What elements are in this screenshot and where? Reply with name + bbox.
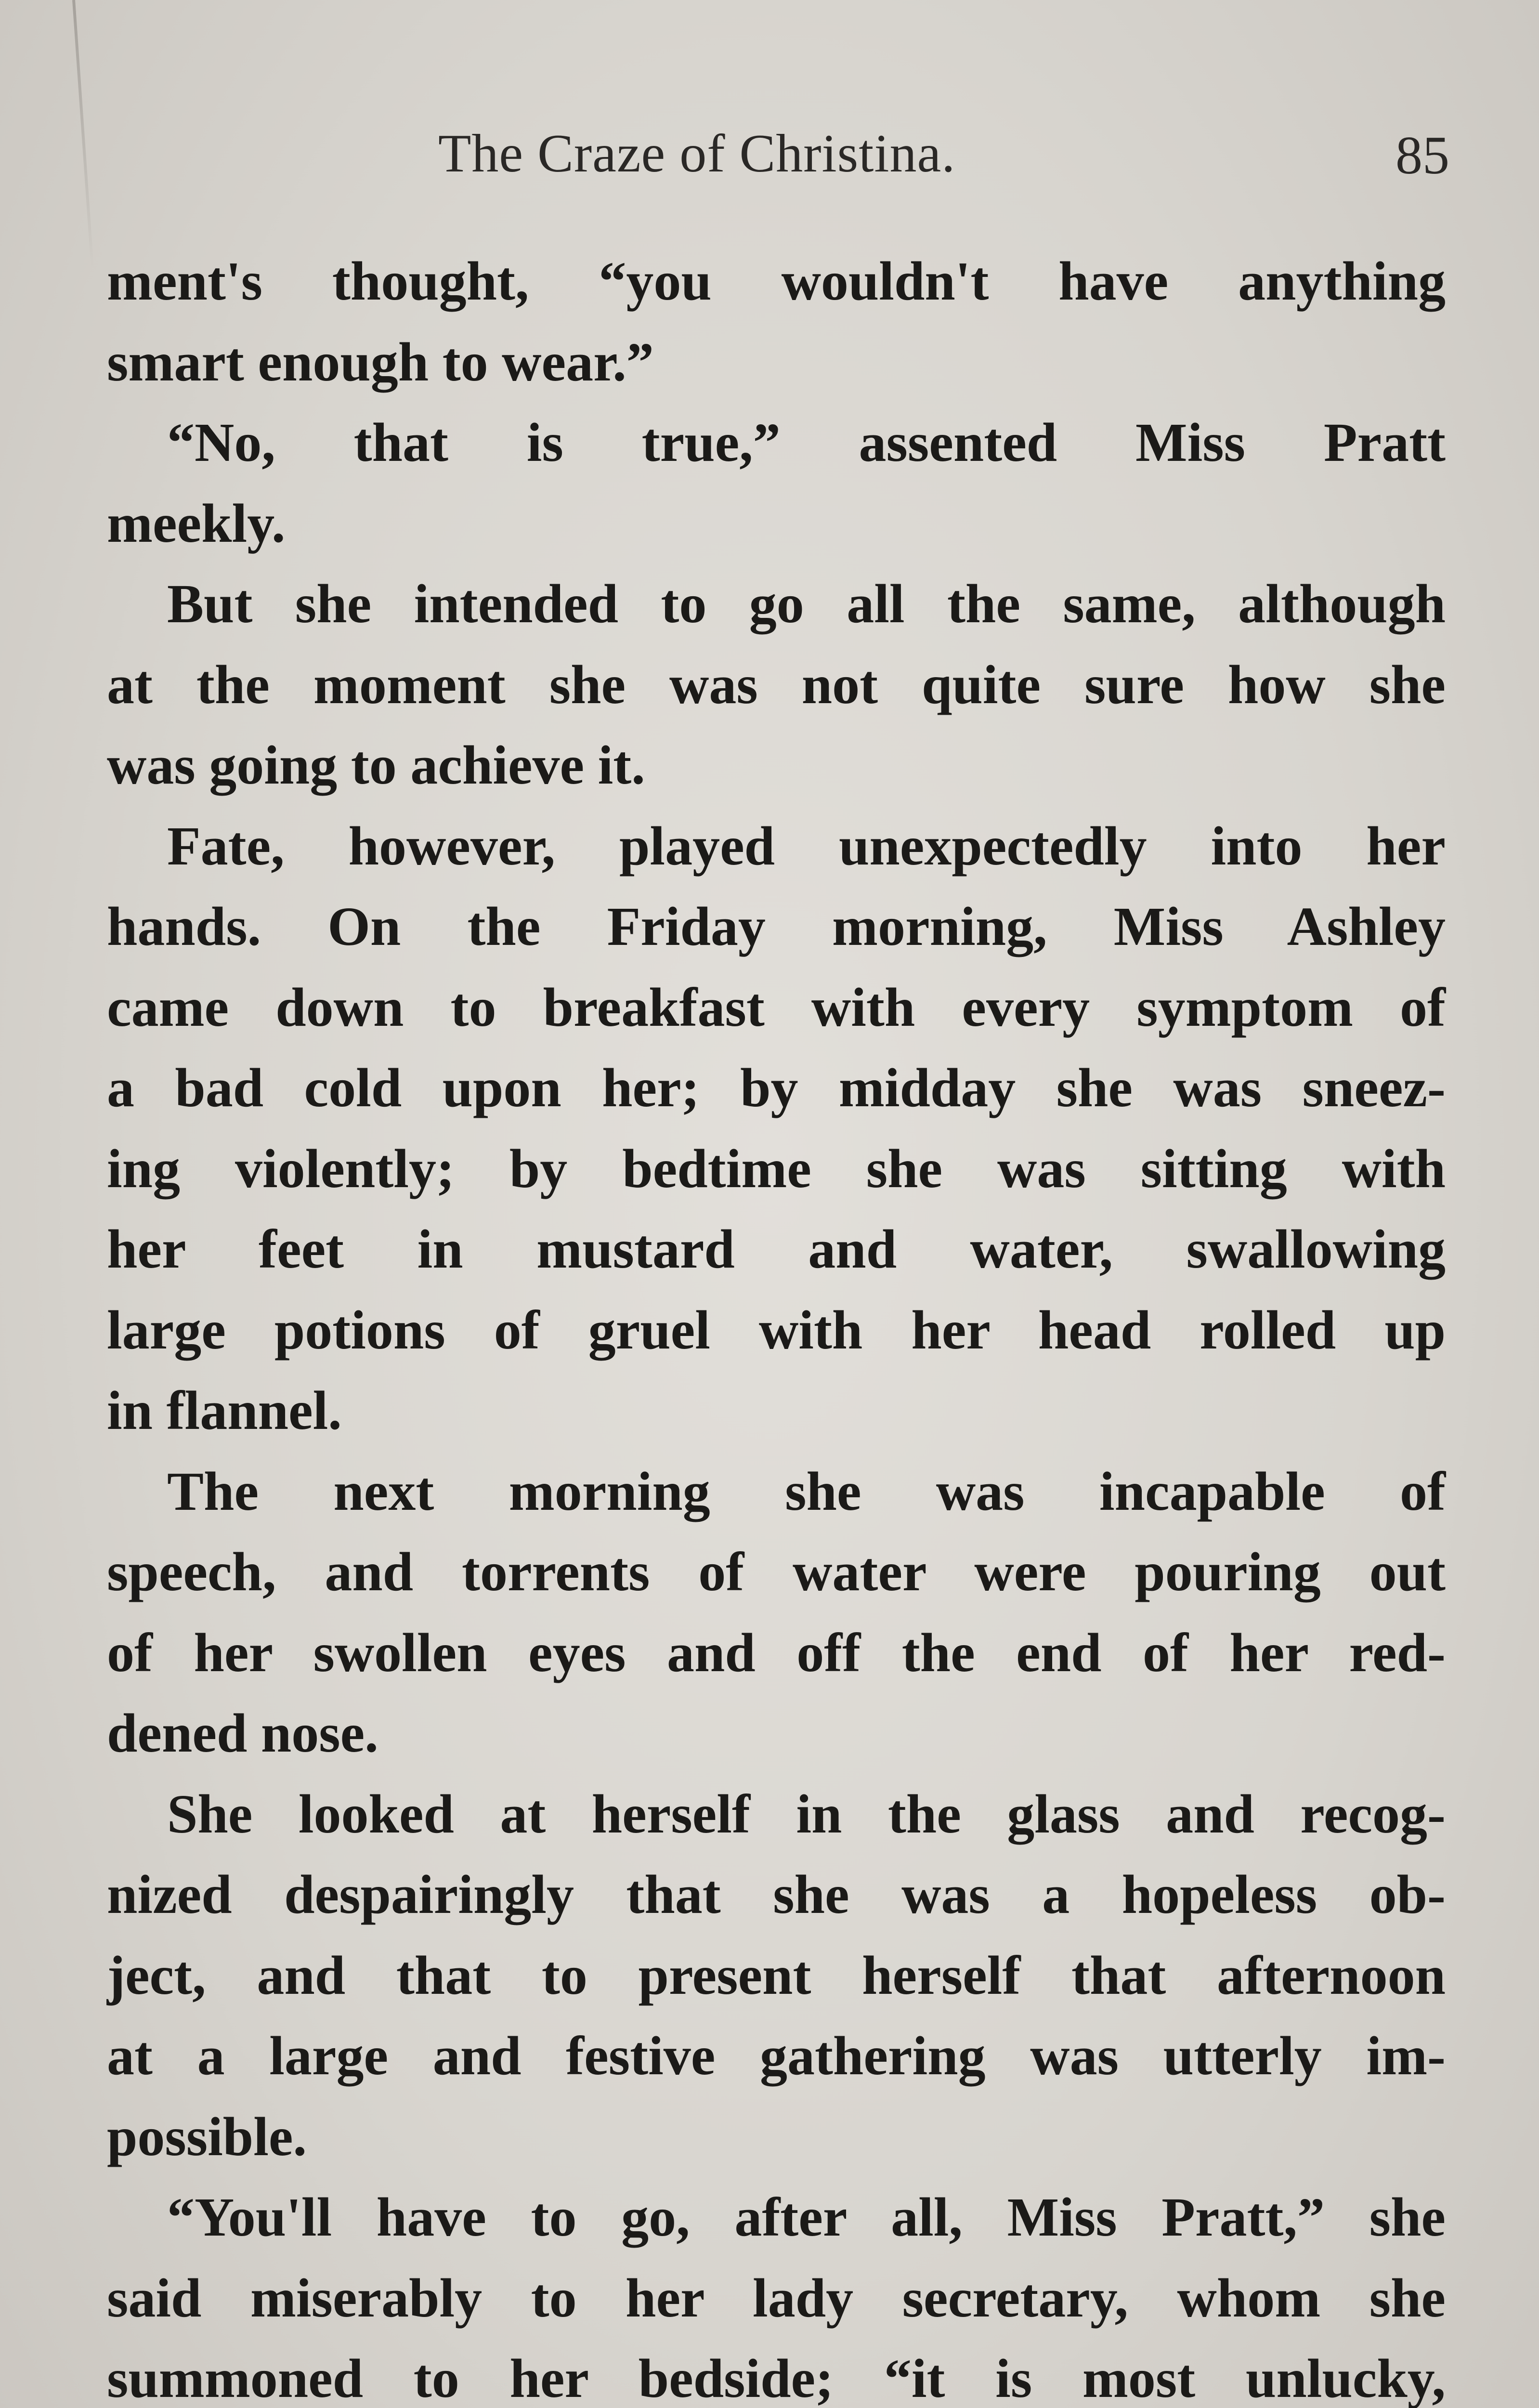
text-line: ject, and that to present herself that afternoon — [107, 1944, 1446, 2006]
text-line: of her swollen eyes and off the end of her red- — [107, 1622, 1446, 1683]
text-line: at a large and festive gathering was utterly im- — [107, 2025, 1446, 2086]
text-line: But she intended to go all the same, although — [167, 573, 1446, 634]
text-line: smart enough to wear.” — [107, 331, 654, 393]
text-line: Fate, however, played unexpectedly into her — [167, 815, 1446, 877]
text-line: was going to achieve it. — [107, 734, 645, 796]
text-line: She looked at herself in the glass and recog- — [167, 1783, 1446, 1845]
text-line: The next morning she was incapable of — [167, 1460, 1446, 1522]
text-line: her feet in mustard and water, swallowing — [107, 1218, 1446, 1280]
text-line: “You'll have to go, after all, Miss Pratt,” she — [167, 2186, 1446, 2248]
text-line: in flannel. — [107, 1380, 342, 1441]
text-line: summoned to her bedside; “it is most unlucky, — [107, 2348, 1446, 2408]
text-line: dened nose. — [107, 1702, 378, 1764]
text-line: came down to breakfast with every symptom of — [107, 976, 1446, 1038]
paper-crease — [72, 0, 94, 269]
text-line: “No, that is true,” assented Miss Pratt — [167, 412, 1446, 473]
page-header — [106, 123, 1449, 190]
body-text — [107, 241, 1446, 2408]
text-line: at the moment she was not quite sure how she — [107, 654, 1446, 715]
text-line: possible. — [107, 2106, 307, 2167]
text-line: large potions of gruel with her head rolled up — [107, 1299, 1446, 1361]
text-line: hands. On the Friday morning, Miss Ashley — [107, 896, 1446, 957]
running-title: The Craze of Christina. — [438, 124, 956, 183]
text-line: ing violently; by bedtime she was sitting with — [107, 1138, 1446, 1199]
text-line: speech, and torrents of water were pouring out — [107, 1541, 1446, 1602]
text-line: a bad cold upon her; by midday she was sneez- — [107, 1057, 1446, 1118]
page-number: 85 — [1396, 126, 1449, 185]
text-line: ment's thought, “you wouldn't have anything — [107, 250, 1446, 312]
text-line: nized despairingly that she was a hopeless ob- — [107, 1864, 1446, 1925]
text-line: meekly. — [107, 492, 286, 554]
text-line: said miserably to her lady secretary, whom she — [107, 2267, 1446, 2329]
